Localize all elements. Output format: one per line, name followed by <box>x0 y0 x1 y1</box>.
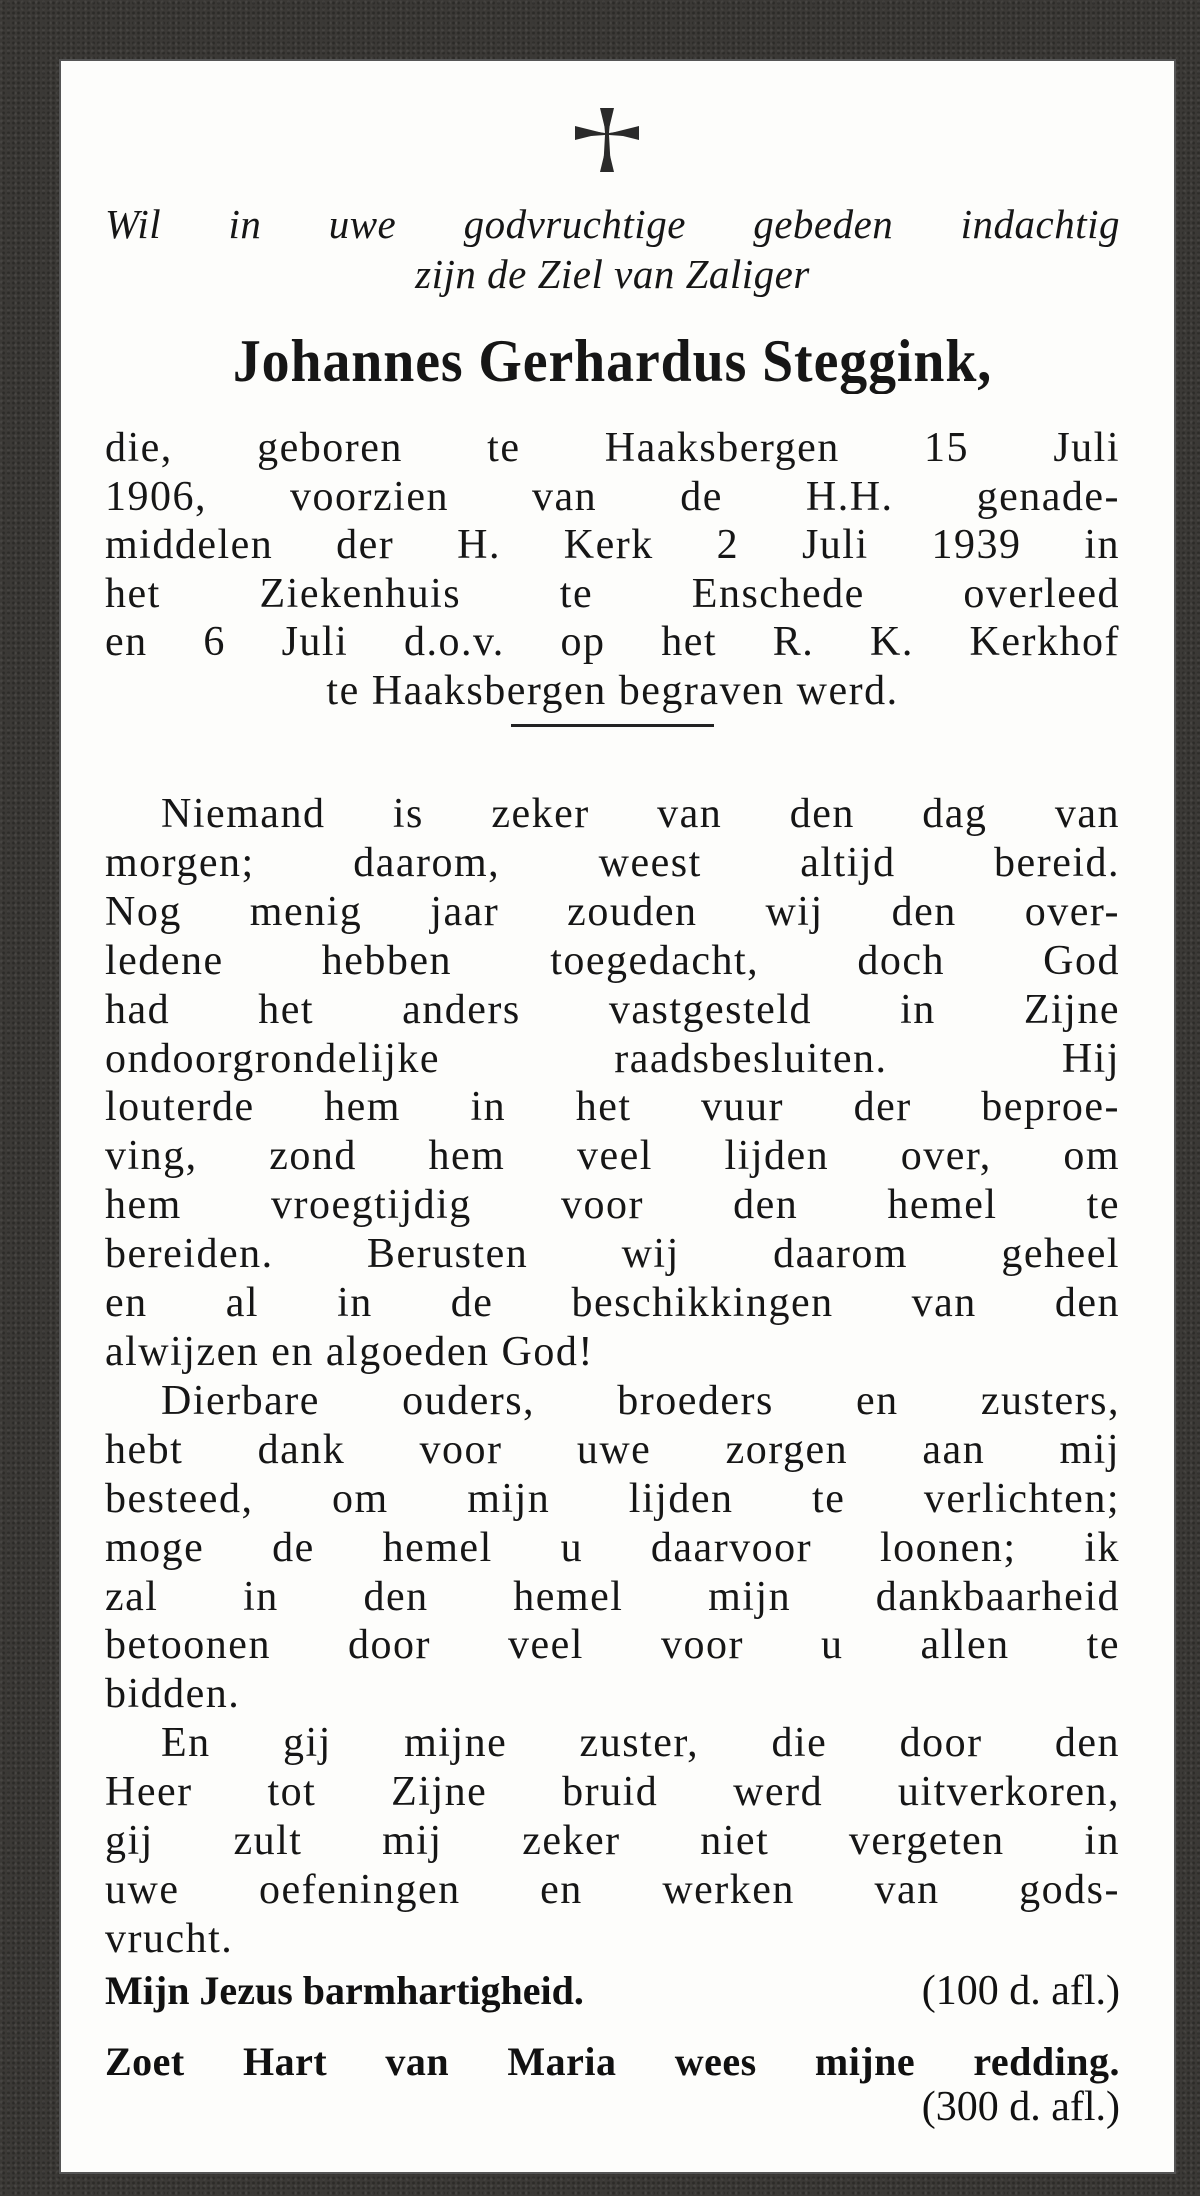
indulgence-text: (100 d. afl.) <box>921 1968 1120 2014</box>
text-line: alwijzen en algoeden God! <box>105 1328 594 1375</box>
text-line: middelen der H. Kerk 2 Juli 1939 in <box>105 522 1120 568</box>
text-line: hem vroegtijdig voor den hemel te <box>105 1182 1120 1229</box>
text-line: gij zult mij zeker niet vergeten in <box>105 1818 1120 1865</box>
text-line: bereiden. Berusten wij daarom geheel <box>105 1231 1120 1278</box>
text-line: uwe oefeningen en werken van gods- <box>105 1866 1120 1913</box>
text-line: en al in de beschikkingen van den <box>105 1280 1120 1327</box>
text-line: morgen; daarom, weest altijd bereid. <box>105 839 1120 886</box>
text-line: En gij mijne zuster, die door den <box>161 1720 1120 1767</box>
text-line: betoonen door veel voor u allen te <box>105 1622 1120 1669</box>
intro-paragraph <box>105 424 1120 715</box>
text-line: ving, zond hem veel lijden over, om <box>105 1133 1120 1180</box>
text-line: Nog menig jaar zouden wij den over- <box>105 888 1120 935</box>
text-line: hebt dank voor uwe zorgen aan mij <box>105 1426 1120 1473</box>
ejaculation-2: Zoet Hart van Maria wees mijne redding. <box>105 2039 1120 2084</box>
text-line: louterde hem in het vuur der beproe- <box>105 1084 1120 1131</box>
text-line: Dierbare ouders, broeders en zusters, <box>161 1377 1120 1424</box>
cross-pattee-icon <box>573 107 641 173</box>
text-line: bidden. <box>105 1671 241 1718</box>
ejaculation-1 <box>105 1966 1120 2016</box>
body-text <box>105 790 1120 1964</box>
prayer-line: Wil in uwe godvruchtige gebeden indachtig <box>105 201 1120 247</box>
indulgence-text: (300 d. afl.) <box>921 2084 1120 2130</box>
text-line: en 6 Juli d.o.v. op het R. K. Kerkhof <box>105 619 1120 665</box>
prayer-line: zijn de Ziel van Zaliger <box>415 251 810 297</box>
text-line: besteed, om mijn lijden te verlichten; <box>105 1475 1120 1522</box>
text-line: Heer tot Zijne bruid werd uitverkoren, <box>105 1769 1120 1816</box>
text-line: te Haaksbergen begraven werd. <box>326 667 899 714</box>
text-line: die, geboren te Haaksbergen 15 Juli <box>105 425 1120 471</box>
text-line: zal in den hemel mijn dankbaarheid <box>105 1573 1120 1620</box>
text-line: 1906, voorzien van de H.H. genade- <box>105 473 1120 520</box>
text-line: ondoorgrondelijke raadsbesluiten. Hij <box>105 1035 1120 1082</box>
text-line: Niemand is zeker van den dag van <box>161 791 1120 837</box>
ejaculation-2-indulgence <box>105 2082 1120 2132</box>
text-line: moge de hemel u daarvoor loonen; ik <box>105 1524 1120 1571</box>
text-line: had het anders vastgesteld in Zijne <box>105 986 1120 1033</box>
divider <box>511 724 714 727</box>
text-line: het Ziekenhuis te Enschede overleed <box>105 570 1120 617</box>
text-line: ledene hebben toegedacht, doch God <box>105 937 1120 984</box>
deceased-name: Johannes Gerhardus Steggink, <box>232 328 993 394</box>
prayer-text: Mijn Jezus barmhartigheid. <box>105 1968 584 2013</box>
text-line: vrucht. <box>105 1915 234 1962</box>
